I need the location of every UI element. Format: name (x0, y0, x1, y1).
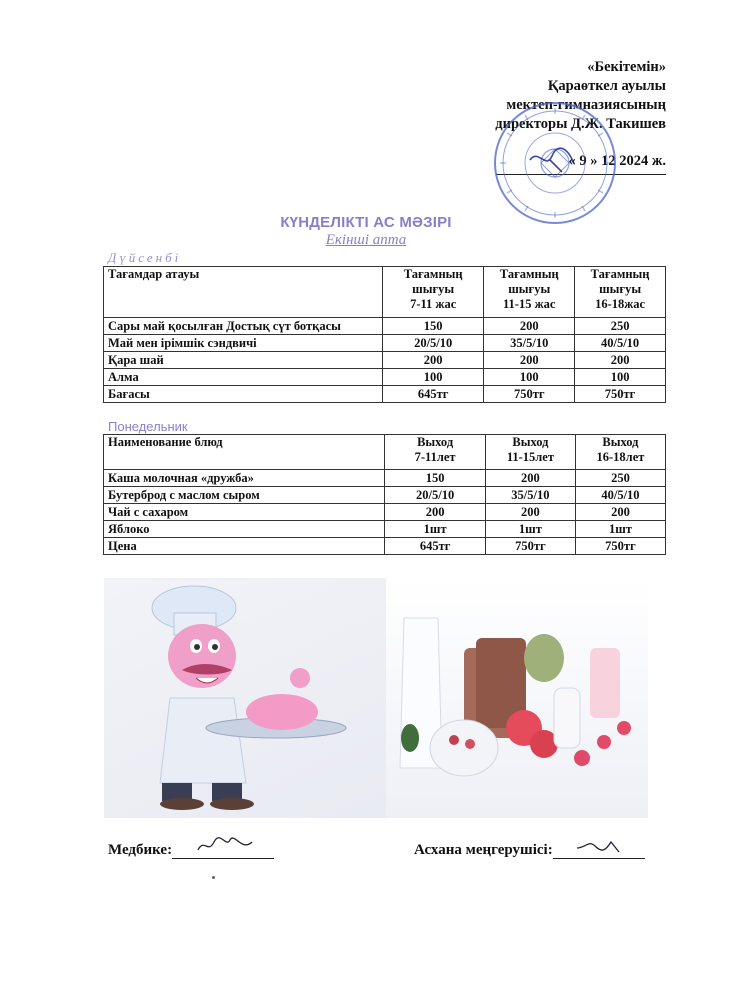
portion-11-15: 1шт (485, 521, 575, 538)
portion-11-15: 200 (485, 504, 575, 521)
header-line: Выход (417, 435, 454, 449)
canteen-manager-label: Асхана меңгерушісі: (414, 842, 553, 858)
approval-line: «Бекітемін» (587, 59, 666, 75)
day-label-kz: Дүйсенбі (108, 250, 182, 265)
page-subtitle: Екінші апта (325, 232, 407, 248)
portion-7-11: 100 (383, 369, 484, 386)
portion-11-15: 35/5/10 (484, 335, 575, 352)
dish-name: Бутерброд с маслом сыром (104, 487, 385, 504)
portion-7-11: 200 (385, 504, 486, 521)
dish-name: Каша молочная «дружба» (104, 470, 385, 487)
table-row (104, 470, 666, 487)
header-line: 7-11лет (414, 450, 456, 464)
menu-illustration (104, 578, 648, 818)
official-stamp-seal (490, 98, 620, 228)
header-line: 7-11 жас (410, 297, 457, 311)
dish-name: Яблоко (104, 521, 385, 538)
header-line: шығуы (412, 282, 455, 296)
header-line: 11-15лет (506, 450, 554, 464)
header-line: шығуы (508, 282, 551, 296)
price-16-18: 750тг (575, 386, 666, 403)
portion-7-11: 200 (383, 352, 484, 369)
header-cell (484, 267, 575, 318)
header-line: Тағамның (499, 267, 559, 281)
price-11-15: 750тг (485, 538, 575, 555)
header-line: 16-18жас (595, 297, 646, 311)
table-row (104, 487, 666, 504)
portion-7-11: 150 (383, 318, 484, 335)
page-title: КҮНДЕЛІКТІ АС МӘЗІРІ (280, 214, 452, 231)
portion-7-11: 150 (385, 470, 486, 487)
table-row (104, 521, 666, 538)
table-header-row (104, 435, 666, 470)
dish-name: Сары май қосылған Достық сүт ботқасы (104, 318, 383, 335)
canteen-manager-signature (414, 842, 645, 859)
day-label-ru: Понедельник (108, 419, 188, 434)
price-11-15: 750тг (484, 386, 575, 403)
price-row (104, 386, 666, 403)
price-label: Цена (104, 538, 385, 555)
header-cell (485, 435, 575, 470)
header-cell (575, 267, 666, 318)
price-7-11: 645тг (385, 538, 486, 555)
dish-name: Алма (104, 369, 383, 386)
portion-16-18: 40/5/10 (575, 487, 665, 504)
header-cell (104, 435, 385, 470)
portion-11-15: 200 (484, 318, 575, 335)
nurse-signature (108, 842, 274, 859)
canteen-signature-line (553, 844, 645, 859)
portion-16-18: 100 (575, 369, 666, 386)
table-row (104, 335, 666, 352)
portion-7-11: 20/5/10 (383, 335, 484, 352)
table-row (104, 352, 666, 369)
table-row (104, 504, 666, 521)
price-7-11: 645тг (383, 386, 484, 403)
portion-7-11: 1шт (385, 521, 486, 538)
signature-mark-icon (196, 836, 256, 856)
nurse-signature-line (172, 844, 274, 859)
price-16-18: 750тг (575, 538, 665, 555)
portion-11-15: 200 (484, 352, 575, 369)
header-cell (383, 267, 484, 318)
price-label: Бағасы (104, 386, 383, 403)
signature-mark-icon (575, 836, 635, 856)
header-line: Выход (512, 435, 549, 449)
portion-16-18: 200 (575, 352, 666, 369)
header-line: Тағамдар атауы (108, 267, 200, 281)
table-row (104, 369, 666, 386)
portion-16-18: 200 (575, 504, 665, 521)
header-line: Тағамның (403, 267, 463, 281)
header-line: 11-15 жас (503, 297, 556, 311)
portion-11-15: 100 (484, 369, 575, 386)
portion-16-18: 250 (575, 318, 666, 335)
menu-table-kz (103, 266, 666, 403)
table-row (104, 318, 666, 335)
approval-line: мектеп-гимназиясының (506, 97, 666, 113)
approval-line: Қараөткел ауылы (547, 78, 666, 94)
dish-name: Май мен ірімшік сэндвичі (104, 335, 383, 352)
portion-16-18: 1шт (575, 521, 665, 538)
approval-line: директоры Д.Ж. Такишев (495, 116, 666, 132)
portion-11-15: 35/5/10 (485, 487, 575, 504)
dish-name: Чай с сахаром (104, 504, 385, 521)
header-line: 16-18лет (596, 450, 645, 464)
header-line: Наименование блюд (108, 435, 223, 449)
portion-11-15: 200 (485, 470, 575, 487)
header-cell (575, 435, 665, 470)
table-header-row (104, 267, 666, 318)
menu-table-ru (103, 434, 666, 555)
header-cell (385, 435, 486, 470)
header-line: шығуы (599, 282, 642, 296)
header-line: Выход (602, 435, 639, 449)
portion-16-18: 250 (575, 470, 665, 487)
price-row (104, 538, 666, 555)
header-cell (104, 267, 383, 318)
speck-mark (212, 876, 215, 879)
nurse-label: Медбике: (108, 842, 173, 858)
portion-7-11: 20/5/10 (385, 487, 486, 504)
dish-name: Қара шай (104, 352, 383, 369)
approval-date: « 9 » 12 2024 ж. (568, 153, 666, 169)
portion-16-18: 40/5/10 (575, 335, 666, 352)
header-line: Тағамның (590, 267, 650, 281)
